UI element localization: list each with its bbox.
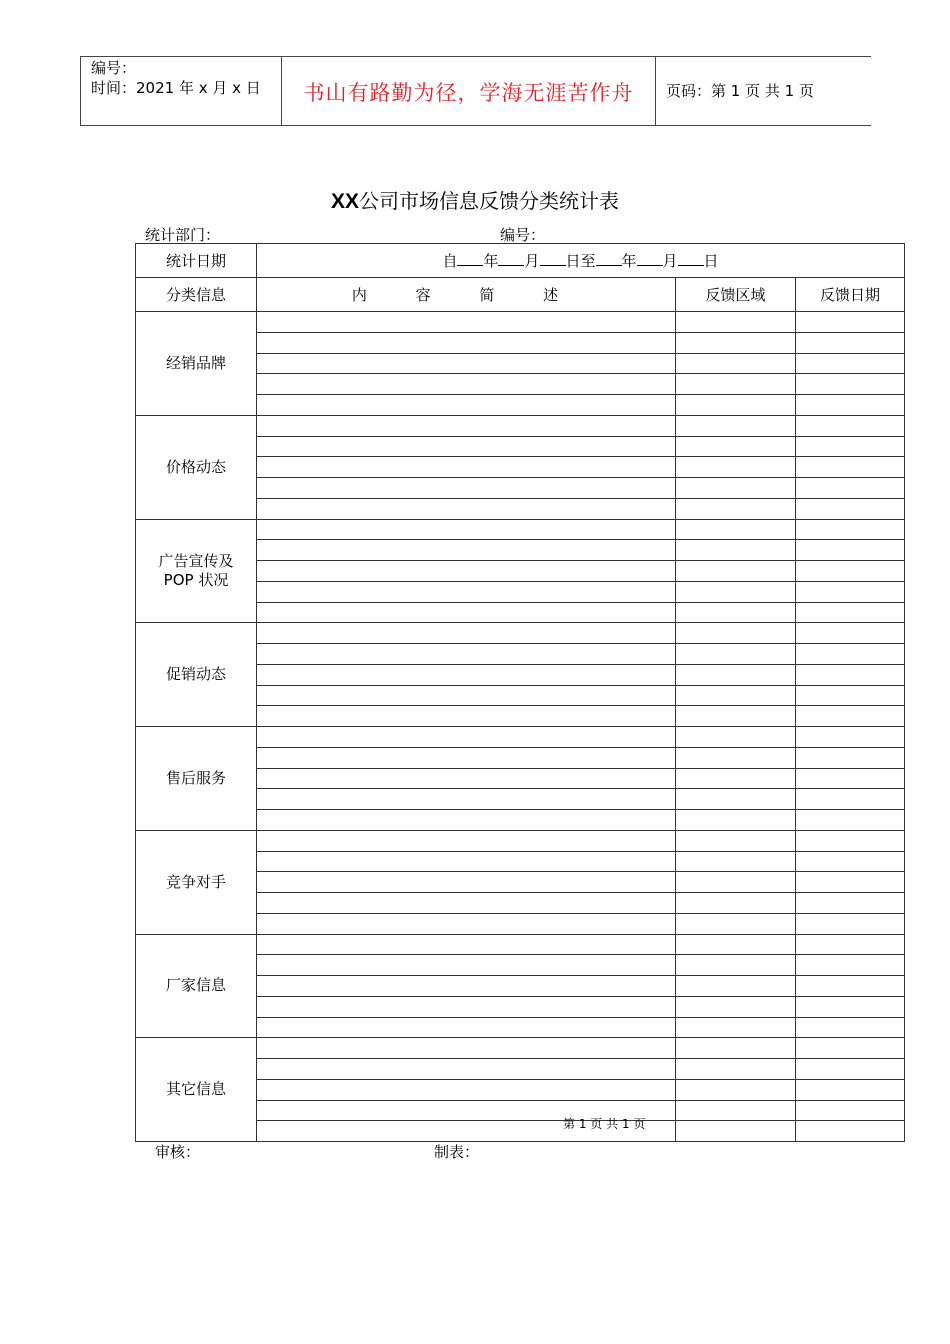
header-page-cell	[656, 57, 871, 125]
area-cell[interactable]	[676, 1017, 796, 1038]
area-cell[interactable]	[676, 664, 796, 685]
area-cell[interactable]	[676, 353, 796, 374]
date-cell[interactable]	[796, 872, 905, 893]
content-cell[interactable]	[257, 685, 676, 706]
content-cell[interactable]	[257, 747, 676, 768]
date-cell[interactable]	[796, 706, 905, 727]
table-row	[136, 830, 905, 851]
category-cell	[136, 727, 257, 831]
date-cell[interactable]	[796, 768, 905, 789]
area-cell[interactable]	[676, 685, 796, 706]
category-label: 售后服务	[165, 768, 226, 787]
date-label-cell: 统计日期	[136, 244, 257, 278]
category-label: 广告宣传及	[158, 551, 234, 570]
area-cell[interactable]	[676, 996, 796, 1017]
date-cell[interactable]	[796, 353, 905, 374]
area-cell[interactable]	[676, 581, 796, 602]
category-cell	[136, 1038, 257, 1142]
title-bold: XX	[330, 190, 359, 213]
area-cell[interactable]	[676, 955, 796, 976]
area-cell[interactable]	[676, 519, 796, 540]
area-cell[interactable]	[676, 1079, 796, 1100]
form-number-label: 编号：	[500, 226, 546, 244]
area-cell[interactable]	[676, 851, 796, 872]
area-cell[interactable]	[676, 747, 796, 768]
date-cell[interactable]	[796, 1079, 905, 1100]
content-cell[interactable]	[257, 893, 676, 914]
review-label: 审核：	[155, 1143, 201, 1161]
column-header-row	[136, 278, 905, 312]
content-cell[interactable]	[257, 436, 676, 457]
date-cell[interactable]	[796, 602, 905, 623]
date-cell[interactable]	[796, 561, 905, 582]
date-cell[interactable]	[796, 1017, 905, 1038]
date-cell[interactable]	[796, 581, 905, 602]
area-cell[interactable]	[676, 872, 796, 893]
date-cell[interactable]	[796, 374, 905, 395]
date-cell[interactable]	[796, 519, 905, 540]
category-cell	[136, 519, 257, 623]
category-label: 经销品牌	[165, 353, 226, 372]
content-cell[interactable]	[257, 727, 676, 748]
content-cell[interactable]	[257, 395, 676, 416]
date-cell[interactable]	[796, 1059, 905, 1080]
category-label: 价格动态	[165, 457, 226, 476]
content-cell[interactable]	[257, 498, 676, 519]
content-cell[interactable]	[257, 1038, 676, 1059]
area-cell[interactable]	[676, 436, 796, 457]
header-page-label: 页码：第 1 页 共 1 页	[666, 82, 814, 100]
area-cell[interactable]	[676, 913, 796, 934]
area-cell[interactable]	[676, 893, 796, 914]
date-cell[interactable]	[796, 457, 905, 478]
date-cell[interactable]	[796, 312, 905, 333]
date-cell[interactable]	[796, 1121, 905, 1142]
header-motto-cell	[282, 57, 656, 125]
header-time-label: 时间：2021 年 x 月 x 日	[91, 79, 261, 97]
date-cell[interactable]	[796, 395, 905, 416]
date-cell[interactable]	[796, 623, 905, 644]
area-cell[interactable]	[676, 1038, 796, 1059]
area-cell[interactable]	[676, 644, 796, 665]
area-cell[interactable]	[676, 498, 796, 519]
content-cell[interactable]	[257, 457, 676, 478]
content-cell[interactable]	[257, 768, 676, 789]
date-cell[interactable]	[796, 685, 905, 706]
content-cell[interactable]	[257, 332, 676, 353]
area-cell[interactable]	[676, 312, 796, 333]
date-cell[interactable]	[796, 934, 905, 955]
area-cell[interactable]	[676, 934, 796, 955]
date-cell[interactable]	[796, 1100, 905, 1121]
table-row	[136, 312, 905, 333]
content-cell[interactable]	[257, 353, 676, 374]
area-cell[interactable]	[676, 789, 796, 810]
content-cell[interactable]	[257, 664, 676, 685]
category-cell	[136, 623, 257, 727]
content-cell[interactable]	[257, 955, 676, 976]
area-cell[interactable]	[676, 810, 796, 831]
date-row	[136, 244, 905, 278]
date-cell[interactable]	[796, 478, 905, 499]
date-cell[interactable]	[796, 789, 905, 810]
col-content-header: 内 容 简 述	[257, 278, 676, 312]
area-cell[interactable]	[676, 1100, 796, 1121]
date-cell[interactable]	[796, 664, 905, 685]
category-label: POP 状况	[163, 570, 229, 589]
content-cell[interactable]	[257, 872, 676, 893]
table-row	[136, 519, 905, 540]
content-cell[interactable]	[257, 976, 676, 997]
content-cell[interactable]	[257, 644, 676, 665]
content-cell[interactable]	[257, 415, 676, 436]
table-row	[136, 415, 905, 436]
area-cell[interactable]	[676, 415, 796, 436]
category-cell	[136, 934, 257, 1038]
dept-label: 统计部门：	[145, 226, 221, 244]
content-cell[interactable]	[257, 623, 676, 644]
date-cell[interactable]	[796, 436, 905, 457]
area-cell[interactable]	[676, 602, 796, 623]
date-cell[interactable]	[796, 830, 905, 851]
area-cell[interactable]	[676, 374, 796, 395]
area-cell[interactable]	[676, 1059, 796, 1080]
content-cell[interactable]	[257, 540, 676, 561]
date-cell[interactable]	[796, 1038, 905, 1059]
table-row	[136, 934, 905, 955]
stats-table	[135, 243, 905, 1142]
content-cell[interactable]	[257, 1059, 676, 1080]
area-cell[interactable]	[676, 478, 796, 499]
table-row	[136, 623, 905, 644]
table-row	[136, 727, 905, 748]
date-cell[interactable]	[796, 727, 905, 748]
category-cell	[136, 312, 257, 416]
content-cell[interactable]	[257, 934, 676, 955]
area-cell[interactable]	[676, 457, 796, 478]
date-cell[interactable]	[796, 498, 905, 519]
category-label: 竞争对手	[165, 872, 226, 891]
content-cell[interactable]	[257, 478, 676, 499]
header-left-cell	[81, 57, 282, 125]
date-part: 年	[483, 252, 499, 270]
area-cell[interactable]	[676, 976, 796, 997]
content-cell[interactable]	[257, 374, 676, 395]
content-cell[interactable]	[257, 789, 676, 810]
date-cell[interactable]	[796, 976, 905, 997]
content-cell[interactable]	[257, 830, 676, 851]
col-category-header: 分类信息	[136, 278, 257, 312]
date-cell[interactable]	[796, 332, 905, 353]
area-cell[interactable]	[676, 830, 796, 851]
col-area-header: 反馈区域	[676, 278, 796, 312]
date-part: 月	[524, 252, 540, 270]
content-cell[interactable]	[257, 810, 676, 831]
area-cell[interactable]	[676, 727, 796, 748]
date-cell[interactable]	[796, 540, 905, 561]
area-cell[interactable]	[676, 768, 796, 789]
area-cell[interactable]	[676, 540, 796, 561]
area-cell[interactable]	[676, 395, 796, 416]
motto-text: 书山有路勤为径，学海无涯苦作舟	[303, 81, 634, 105]
date-cell[interactable]	[796, 415, 905, 436]
area-cell[interactable]	[676, 706, 796, 727]
title-text: 公司市场信息反馈分类统计表	[359, 189, 619, 213]
content-cell[interactable]	[257, 312, 676, 333]
content-cell[interactable]	[257, 581, 676, 602]
content-cell[interactable]	[257, 561, 676, 582]
content-cell[interactable]	[257, 519, 676, 540]
date-cell[interactable]	[796, 810, 905, 831]
content-cell[interactable]	[257, 851, 676, 872]
content-cell[interactable]	[257, 1079, 676, 1100]
category-label: 厂家信息	[165, 976, 226, 995]
date-part: 月	[662, 252, 678, 270]
date-cell[interactable]	[796, 913, 905, 934]
header-box	[80, 56, 871, 126]
date-part: 日	[703, 252, 719, 270]
date-cell[interactable]	[796, 893, 905, 914]
date-range-cell[interactable]	[257, 244, 905, 278]
category-cell	[136, 415, 257, 519]
category-label: 其它信息	[165, 1080, 226, 1099]
date-cell[interactable]	[796, 996, 905, 1017]
date-cell[interactable]	[796, 644, 905, 665]
header-number-label: 编号：	[91, 59, 137, 77]
page-title	[0, 185, 950, 214]
maker-label: 制表：	[434, 1143, 480, 1161]
date-cell[interactable]	[796, 851, 905, 872]
area-cell[interactable]	[676, 623, 796, 644]
date-cell[interactable]	[796, 747, 905, 768]
date-part: 自	[442, 252, 458, 270]
content-cell[interactable]	[257, 913, 676, 934]
content-cell[interactable]	[257, 996, 676, 1017]
category-label: 促销动态	[165, 665, 226, 684]
area-cell[interactable]	[676, 561, 796, 582]
area-cell[interactable]	[676, 332, 796, 353]
content-cell[interactable]	[257, 602, 676, 623]
date-cell[interactable]	[796, 955, 905, 976]
content-cell[interactable]	[257, 706, 676, 727]
date-part: 日至	[565, 252, 596, 270]
area-cell[interactable]	[676, 1121, 796, 1142]
table-row	[136, 1038, 905, 1059]
page-number: 第 1 页 共 1 页	[563, 1117, 646, 1131]
date-part: 年	[621, 252, 637, 270]
category-cell	[136, 830, 257, 934]
content-cell[interactable]	[257, 1017, 676, 1038]
col-date-header: 反馈日期	[796, 278, 905, 312]
